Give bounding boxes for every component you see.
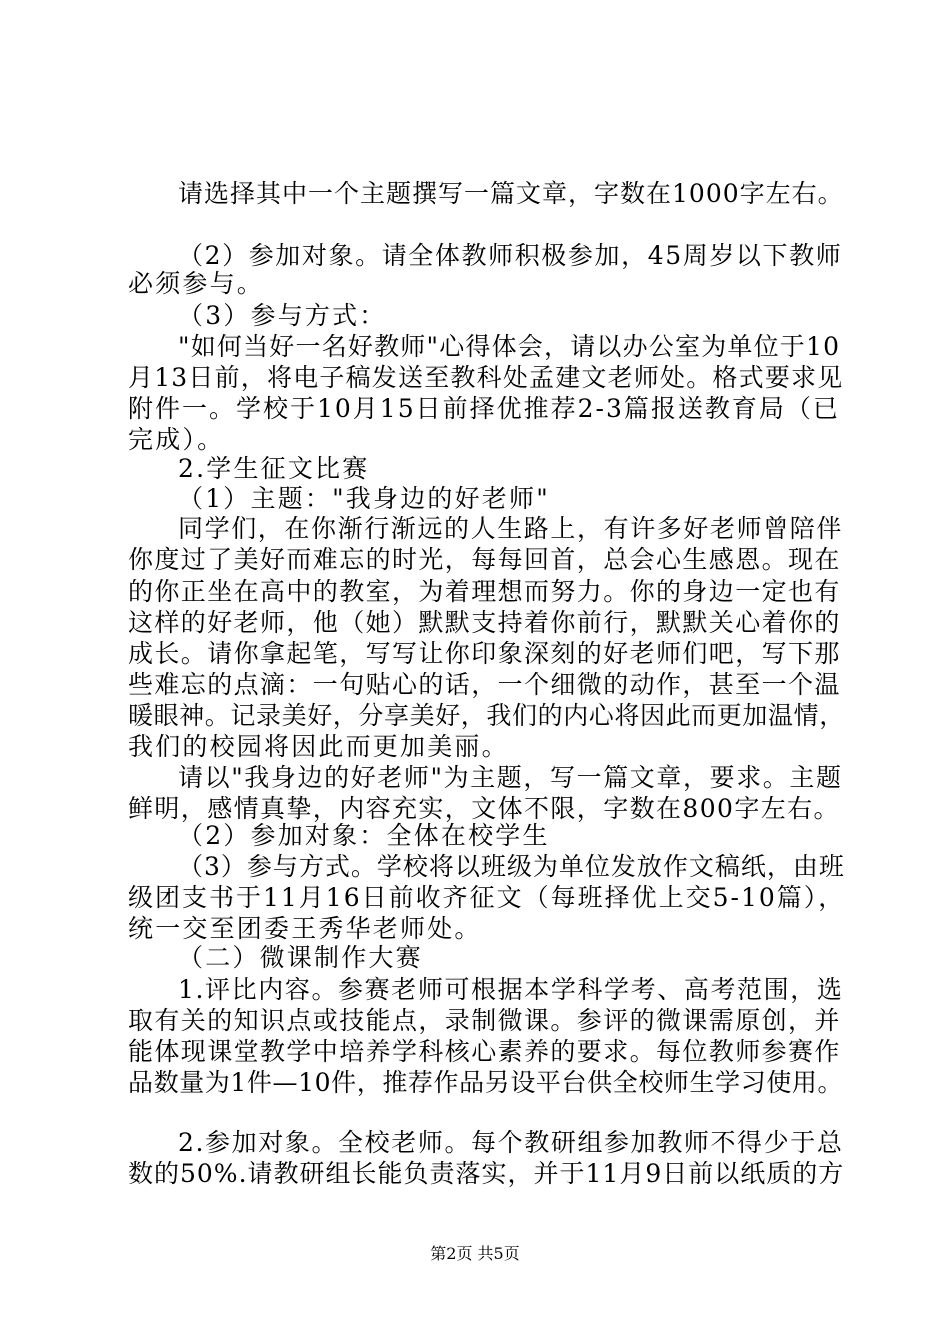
text-line: （2）参加对象：全体在校学生 — [178, 821, 550, 850]
text-line: 同学们，在你渐行渐远的人生路上，有许多好老师曾陪伴 — [178, 514, 844, 543]
text-line: 请选择其中一个主题撰写一篇文章，字数在1000字左右。 — [178, 179, 844, 208]
text-line: "如何当好一名好教师"心得体会，请以办公室为单位于10 — [178, 332, 841, 361]
text-line: （1）主题："我身边的好老师" — [178, 484, 550, 513]
text-line: 品数量为1件—10件，推荐作品另设平台供全校师生学习使用。 — [128, 1068, 844, 1097]
text-line: 我们的校园将因此而更加美丽。 — [128, 732, 509, 761]
text-line: 的你正坐在高中的教室，为着理想而努力。你的身边一定也有 — [128, 577, 841, 606]
text-line: （3）参与方式。学校将以班级为单位发放作文稿纸，由班 — [178, 852, 845, 881]
text-line: 你度过了美好而难忘的时光，每每回首，总会心生感恩。现在 — [128, 545, 841, 574]
section-heading: （二）微课制作大赛 — [178, 943, 423, 972]
text-line: 级团支书于11月16日前收齐征文（每班择优上交5-10篇）， — [128, 883, 846, 912]
text-line: 月13日前，将电子稿发送至教科处孟建文老师处。格式要求见 — [128, 363, 844, 392]
text-line: 请以"我身边的好老师"为主题，写一篇文章，要求。主题 — [178, 763, 843, 792]
text-line: 2.参加对象。全校老师。每个教研组参加教师不得少于总 — [178, 1128, 844, 1157]
page-footer: 第2页 共5页 — [430, 1244, 520, 1263]
text-line: 统一交至团委王秀华老师处。 — [128, 914, 482, 943]
section-heading: 2.学生征文比赛 — [178, 454, 370, 483]
text-line: 必须参与。 — [128, 269, 265, 298]
text-line: 鲜明，感情真挚，内容充实，文体不限，字数在800字左右。 — [128, 794, 840, 823]
text-line: 能体现课堂教学中培养学科核心素养的要求。每位教师参赛作 — [128, 1037, 841, 1066]
text-line: 这样的好老师，他（她）默默支持着你前行，默默关心着你的 — [128, 608, 841, 637]
text-line: （3）参与方式： — [178, 301, 387, 330]
text-line: 暖眼神。记录美好，分享美好，我们的内心将因此而更加温情， — [128, 701, 845, 730]
text-line: 成长。请你拿起笔，写写让你印象深刻的好老师们吧，写下那 — [128, 639, 841, 668]
text-line: （2）参加对象。请全体教师积极参加，45周岁以下教师 — [178, 241, 843, 270]
text-line: 数的50%.请教研组长能负责落实，并于11月9日前以纸质的方 — [128, 1159, 845, 1188]
text-line: 附件一。学校于10月15日前择优推荐2-3篇报送教育局（已 — [128, 394, 840, 423]
text-line: 些难忘的点滴：一句贴心的话，一个细微的动作，甚至一个温 — [128, 670, 841, 699]
text-line: 取有关的知识点或技能点，录制微课。参评的微课需原创，并 — [128, 1006, 841, 1035]
text-line: 完成）。 — [128, 425, 225, 454]
text-line: 1.评比内容。参赛老师可根据本学科学考、高考范围，选 — [178, 975, 844, 1004]
